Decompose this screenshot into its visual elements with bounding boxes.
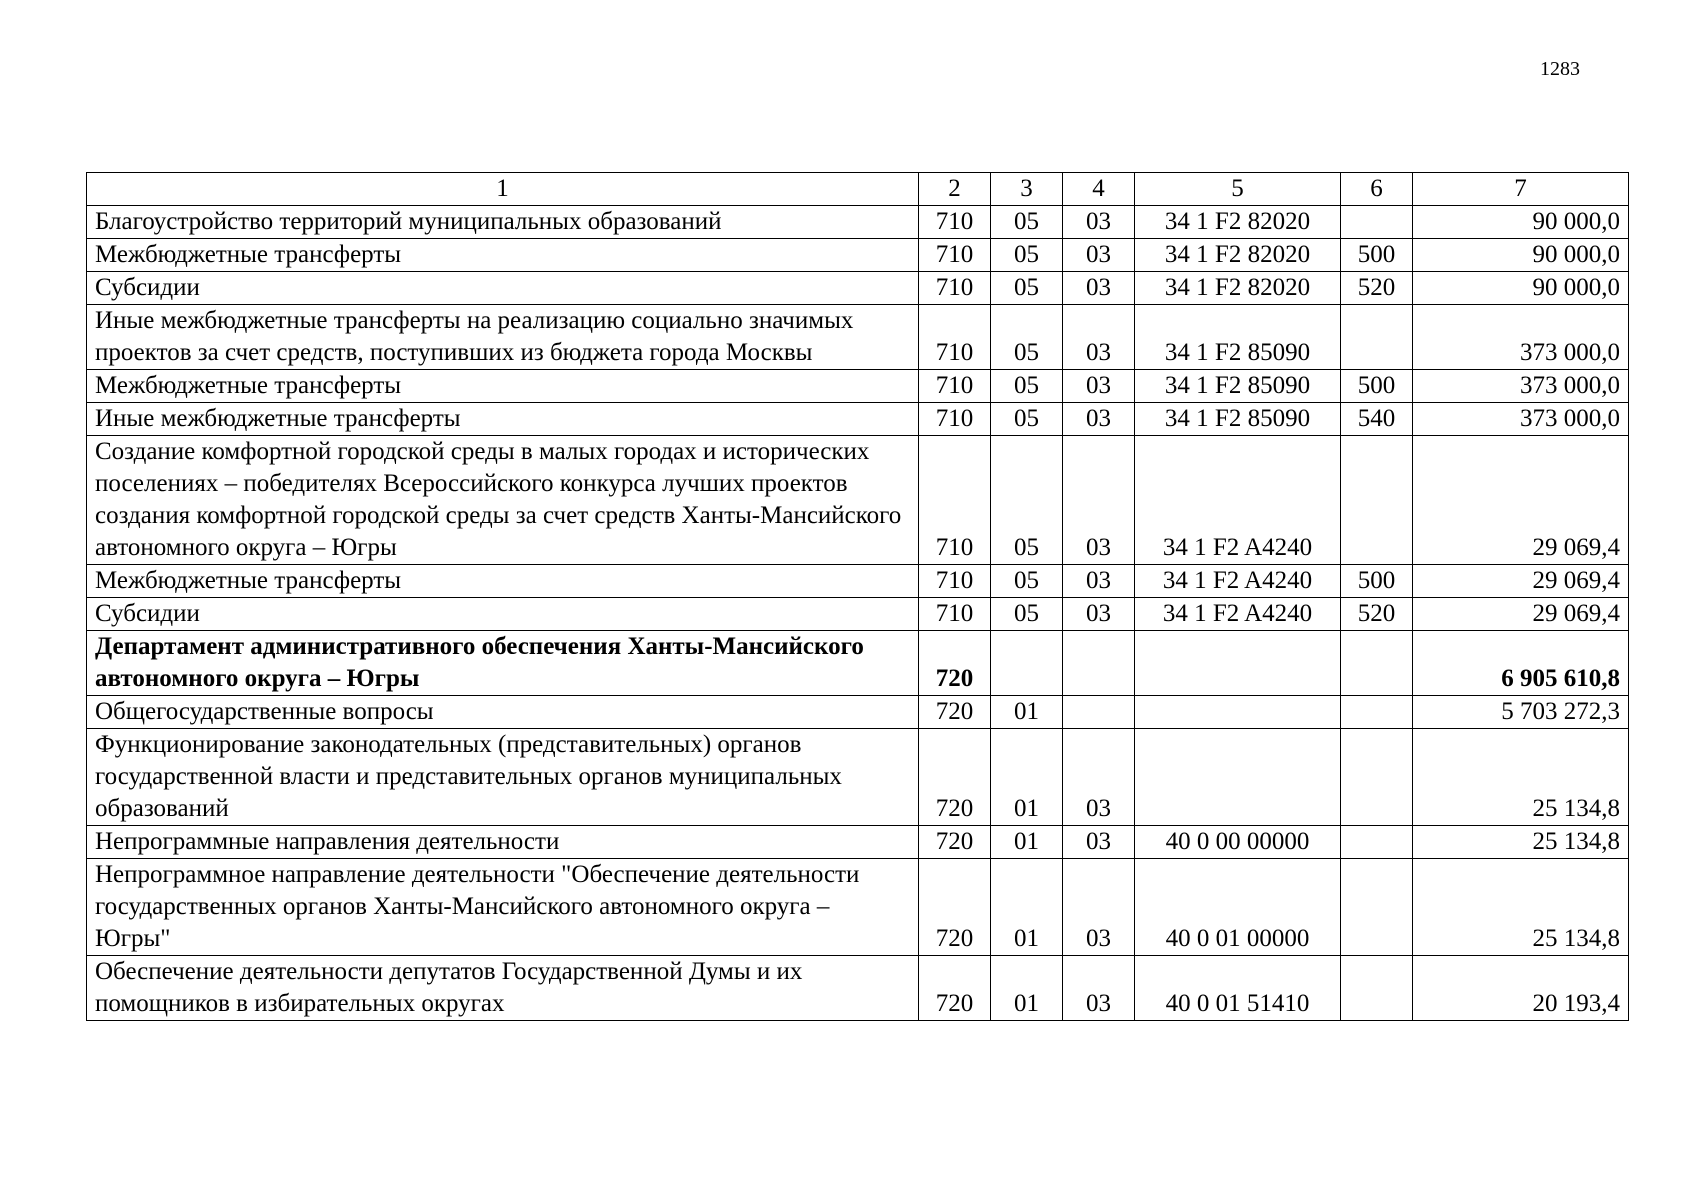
ministry-code-cell: 710 [919,598,991,631]
table-row [87,206,1629,239]
subsection-code-cell: 03 [1063,565,1135,598]
column-header: 5 [1135,173,1341,206]
budget-table [86,172,1629,1021]
section-code-cell: 01 [991,729,1063,826]
row-name-cell: Департамент административного обеспечения Ханты-Мансийского автономного округа – Югры [87,631,919,696]
ministry-code-cell: 710 [919,305,991,370]
ministry-code-cell: 720 [919,696,991,729]
target-article-cell [1135,696,1341,729]
subsection-code-cell [1063,696,1135,729]
row-name-cell: Непрограммное направление деятельности "Обеспечение деятельности государственных органов Ханты-Мансийского автономного округа – Югры" [87,859,919,956]
table-row [87,305,1629,370]
amount-cell: 29 069,4 [1413,436,1629,565]
amount-cell: 20 193,4 [1413,956,1629,1021]
column-header: 7 [1413,173,1629,206]
subsection-code-cell: 03 [1063,436,1135,565]
target-article-cell: 40 0 00 00000 [1135,826,1341,859]
section-code-cell: 05 [991,272,1063,305]
table-row [87,598,1629,631]
expense-type-cell [1341,729,1413,826]
amount-cell: 373 000,0 [1413,305,1629,370]
expense-type-cell [1341,631,1413,696]
row-name-cell: Межбюджетные трансферты [87,565,919,598]
subsection-code-cell: 03 [1063,859,1135,956]
page-number: 1283 [1540,58,1580,80]
target-article-cell: 34 1 F2 A4240 [1135,565,1341,598]
expense-type-cell [1341,436,1413,565]
section-code-cell: 05 [991,370,1063,403]
section-code-cell: 05 [991,206,1063,239]
subsection-code-cell: 03 [1063,206,1135,239]
ministry-code-cell: 720 [919,956,991,1021]
row-name-cell: Функционирование законодательных (представительных) органов государственной власти и представительных органов муниципальных образований [87,729,919,826]
column-header: 4 [1063,173,1135,206]
subsection-code-cell: 03 [1063,826,1135,859]
amount-cell: 25 134,8 [1413,859,1629,956]
subsection-code-cell [1063,631,1135,696]
table-row [87,631,1629,696]
subsection-code-cell: 03 [1063,272,1135,305]
target-article-cell: 34 1 F2 85090 [1135,403,1341,436]
row-name-cell: Иные межбюджетные трансферты [87,403,919,436]
section-code-cell: 05 [991,598,1063,631]
row-name-cell: Благоустройство территорий муниципальных образований [87,206,919,239]
column-header: 2 [919,173,991,206]
subsection-code-cell: 03 [1063,370,1135,403]
section-code-cell: 01 [991,956,1063,1021]
row-name-cell: Создание комфортной городской среды в малых городах и исторических поселениях – победителях Всероссийского конкурса лучших проектов создания комфортной городской среды за счет средств Ханты-Мансийского автономного округа – Югры [87,436,919,565]
section-code-cell: 05 [991,565,1063,598]
column-number-row [87,173,1629,206]
target-article-cell: 40 0 01 00000 [1135,859,1341,956]
amount-cell: 90 000,0 [1413,206,1629,239]
ministry-code-cell: 710 [919,206,991,239]
target-article-cell [1135,729,1341,826]
expense-type-cell: 500 [1341,239,1413,272]
ministry-code-cell: 710 [919,272,991,305]
ministry-code-cell: 720 [919,729,991,826]
expense-type-cell [1341,826,1413,859]
ministry-code-cell: 710 [919,565,991,598]
amount-cell: 5 703 272,3 [1413,696,1629,729]
amount-cell: 90 000,0 [1413,239,1629,272]
ministry-code-cell: 720 [919,826,991,859]
amount-cell: 90 000,0 [1413,272,1629,305]
amount-cell: 25 134,8 [1413,826,1629,859]
expense-type-cell: 540 [1341,403,1413,436]
expense-type-cell [1341,206,1413,239]
expense-type-cell [1341,305,1413,370]
table-body [87,206,1629,1021]
target-article-cell: 40 0 01 51410 [1135,956,1341,1021]
table-row [87,956,1629,1021]
table-row [87,403,1629,436]
ministry-code-cell: 710 [919,239,991,272]
row-name-cell: Непрограммные направления деятельности [87,826,919,859]
section-code-cell: 01 [991,696,1063,729]
row-name-cell: Субсидии [87,598,919,631]
target-article-cell: 34 1 F2 82020 [1135,239,1341,272]
ministry-code-cell: 710 [919,370,991,403]
target-article-cell [1135,631,1341,696]
table-row [87,859,1629,956]
amount-cell: 25 134,8 [1413,729,1629,826]
target-article-cell: 34 1 F2 A4240 [1135,598,1341,631]
section-code-cell: 01 [991,859,1063,956]
subsection-code-cell: 03 [1063,403,1135,436]
section-code-cell: 01 [991,826,1063,859]
expense-type-cell [1341,859,1413,956]
expense-type-cell: 500 [1341,565,1413,598]
table-row [87,272,1629,305]
ministry-code-cell: 710 [919,403,991,436]
table-row [87,565,1629,598]
ministry-code-cell: 710 [919,436,991,565]
column-header: 3 [991,173,1063,206]
subsection-code-cell: 03 [1063,239,1135,272]
expense-type-cell [1341,696,1413,729]
expense-type-cell: 520 [1341,598,1413,631]
table-row [87,729,1629,826]
amount-cell: 373 000,0 [1413,403,1629,436]
amount-cell: 6 905 610,8 [1413,631,1629,696]
section-code-cell: 05 [991,436,1063,565]
amount-cell: 373 000,0 [1413,370,1629,403]
target-article-cell: 34 1 F2 85090 [1135,370,1341,403]
expense-type-cell: 520 [1341,272,1413,305]
subsection-code-cell: 03 [1063,729,1135,826]
table-row [87,239,1629,272]
table-row [87,436,1629,565]
column-header: 1 [87,173,919,206]
subsection-code-cell: 03 [1063,956,1135,1021]
ministry-code-cell: 720 [919,631,991,696]
table-row [87,370,1629,403]
section-code-cell: 05 [991,403,1063,436]
ministry-code-cell: 720 [919,859,991,956]
target-article-cell: 34 1 F2 A4240 [1135,436,1341,565]
table-row [87,826,1629,859]
target-article-cell: 34 1 F2 82020 [1135,206,1341,239]
expense-type-cell [1341,956,1413,1021]
row-name-cell: Субсидии [87,272,919,305]
row-name-cell: Межбюджетные трансферты [87,239,919,272]
section-code-cell: 05 [991,305,1063,370]
column-header: 6 [1341,173,1413,206]
row-name-cell: Общегосударственные вопросы [87,696,919,729]
section-code-cell: 05 [991,239,1063,272]
row-name-cell: Иные межбюджетные трансферты на реализацию социально значимых проектов за счет средств, поступивших из бюджета города Москвы [87,305,919,370]
row-name-cell: Межбюджетные трансферты [87,370,919,403]
amount-cell: 29 069,4 [1413,598,1629,631]
amount-cell: 29 069,4 [1413,565,1629,598]
table-row [87,696,1629,729]
row-name-cell: Обеспечение деятельности депутатов Государственной Думы и их помощников в избирательных округах [87,956,919,1021]
subsection-code-cell: 03 [1063,305,1135,370]
subsection-code-cell: 03 [1063,598,1135,631]
section-code-cell [991,631,1063,696]
expense-type-cell: 500 [1341,370,1413,403]
target-article-cell: 34 1 F2 85090 [1135,305,1341,370]
target-article-cell: 34 1 F2 82020 [1135,272,1341,305]
